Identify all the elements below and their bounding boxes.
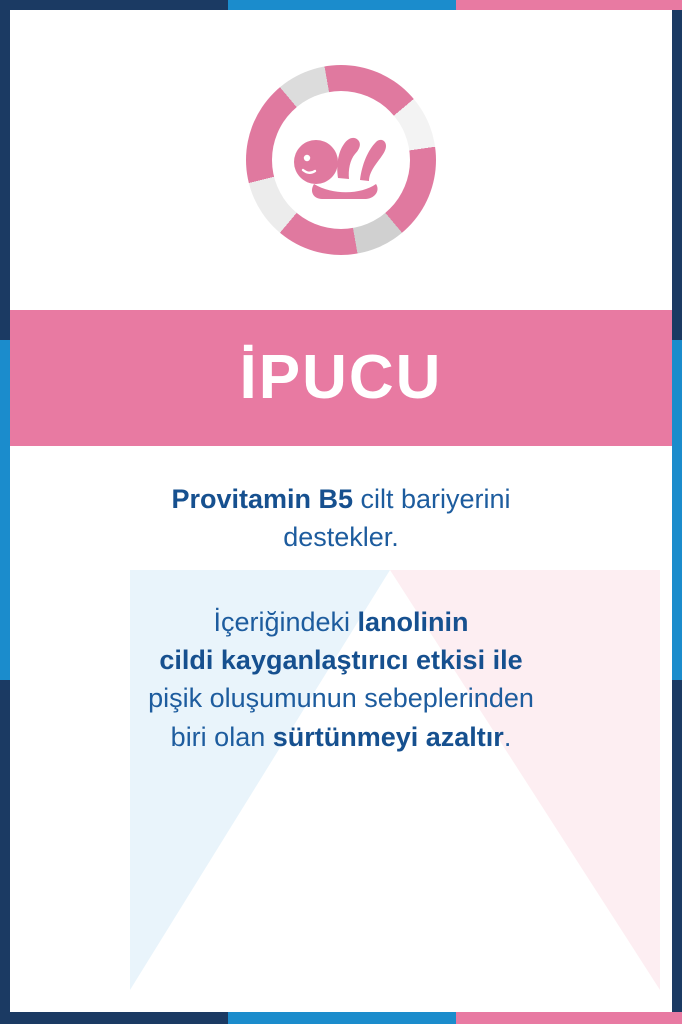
paragraph-one-line-1 [50,480,632,518]
frame-segment-navy [0,680,10,1012]
paragraph-one [50,480,632,557]
bold-provitamin: Provitamin B5 [171,484,353,514]
frame-segment-blue [228,1012,456,1024]
poster-canvas [10,10,672,1012]
baby-logo-icon [272,91,410,229]
bold-lanolinin: lanolinin [357,606,469,637]
frame-left-bar [0,10,10,1012]
page-title: İPUCU [239,343,443,412]
paragraph-two [50,603,632,756]
body-copy [10,480,672,756]
bold-surtunmeyi-azaltir: sürtünmeyi azaltır [272,721,504,752]
frame-segment-pink [456,0,682,10]
paragraph-two-line-1 [50,603,632,641]
logo-badge [246,65,436,255]
frame-right-bar [672,10,682,1012]
paragraph-two-line-1-plain: İçeriğindeki [213,606,358,637]
frame-segment-blue [0,340,10,680]
paragraph-two-line-4-end: . [503,721,512,752]
frame-segment-blue [672,340,682,680]
frame-segment-navy [0,10,10,340]
frame-bottom-bar [0,1012,682,1024]
paragraph-one-line-1-rest: cilt bariyerini [353,484,511,514]
frame-segment-navy [0,1012,228,1024]
frame-segment-navy [672,10,682,340]
logo-area [10,10,672,310]
paragraph-one-line-2: destekler. [283,522,399,553]
paragraph-two-line-4-plain: biri olan [170,721,273,752]
paragraph-two-line-4 [50,718,632,756]
bold-kayganlastirici: cildi kayganlaştırıcı etkisi ile [159,644,523,675]
frame-segment-navy [672,680,682,1012]
frame-segment-blue [228,0,456,10]
paragraph-two-line-2 [50,641,632,679]
frame-top-bar [0,0,682,10]
title-band [10,310,672,446]
paragraph-two-line-3: pişik oluşumunun sebeplerinden [148,683,534,714]
frame-segment-navy [0,0,228,10]
frame-segment-pink [456,1012,682,1024]
